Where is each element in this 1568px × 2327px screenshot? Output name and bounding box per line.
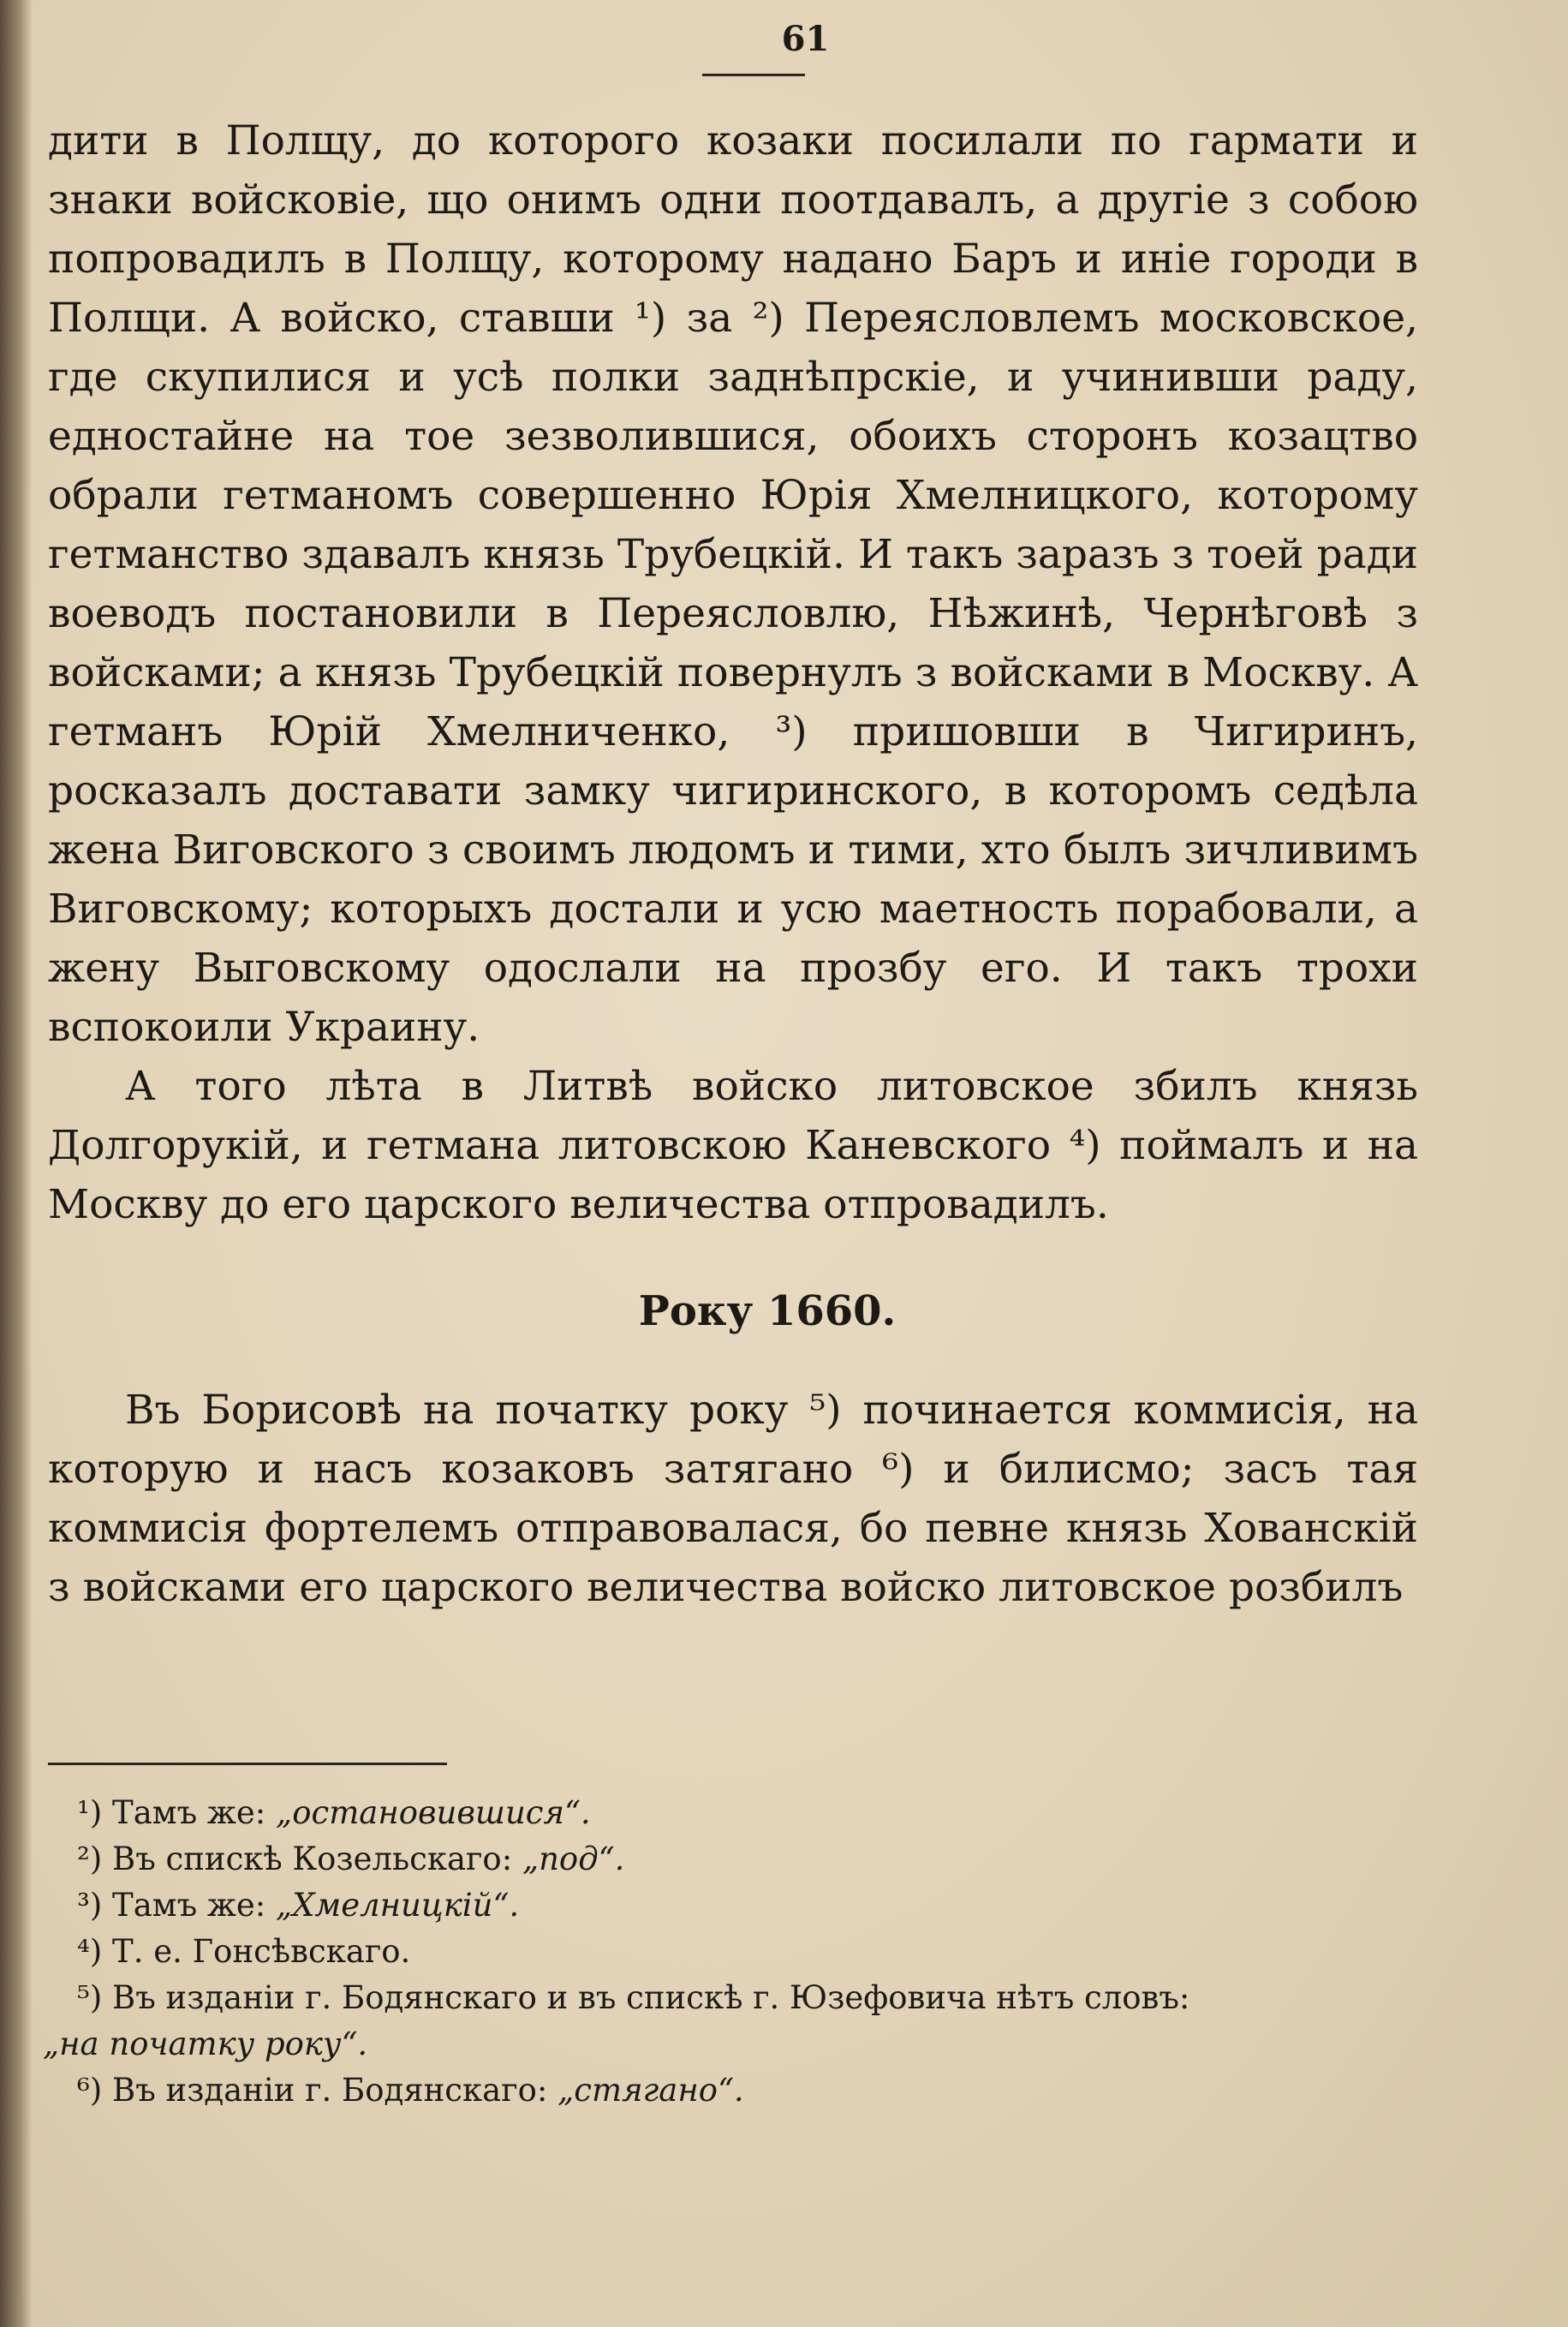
- footnote-quote: „под“.: [522, 1841, 625, 1877]
- footnote-text: Тамъ же:: [112, 1794, 266, 1831]
- footnote-quote: „стягано“.: [557, 2072, 744, 2109]
- footnote-quote: „Хмелницкій“.: [276, 1887, 520, 1924]
- year-heading: Року 1660.: [638, 1287, 897, 1335]
- footnote-quote: „на початку року“.: [43, 2026, 368, 2062]
- footnote-mark: ²): [77, 1841, 103, 1877]
- page-number: 61: [781, 19, 830, 59]
- footnote-quote: „остановившися“.: [276, 1794, 591, 1831]
- paragraph-3: Въ Борисовѣ на початку року ⁵) починается коммисія, на которую и насъ козаковъ затягано ⁶) и билисмо; засъ тая коммисія фортелемъ отправовалася, бо певне князь Хованскій з войсками его царского величества войско литовское розбилъ: [48, 1387, 1418, 1611]
- footnote-mark: ¹): [77, 1794, 103, 1831]
- footnote-text: Т. е. Гонсѣвскаго.: [112, 1933, 411, 1970]
- footnote-mark: ³): [77, 1887, 103, 1924]
- footnote-text: Въ изданіи г. Бодянскаго и въ спискѣ г. Юзефовича нѣтъ словъ:: [112, 1979, 1190, 2016]
- footnote-mark: ⁵): [77, 1979, 103, 2016]
- footnote-4: [77, 1929, 1430, 1975]
- footnote-mark: ⁴): [77, 1933, 103, 1970]
- footnote-6: [77, 2067, 1430, 2114]
- main-text: [48, 111, 1418, 1617]
- footnote-1: [77, 1790, 1430, 1836]
- paragraph-1: дити в Полщу, до которого козаки посилали по гармати и знаки войсковіе, що онимъ одни поотдавалъ, а другіе з собою попровадилъ в Полщу, которому надано Баръ и иніе городи в Полщи. А войско, ставши ¹) за ²) Переясловлемъ московское, где скупилися и усѣ полки заднѣпрскіе, и учинивши раду, едностайне на тое зезволившися, обоихъ сторонъ козацтво обрали гетманомъ совершенно Юрія Хмелницкого, которому гетманство здавалъ князь Трубецкій. И такъ заразъ з тоей ради воеводъ постановили в Переясловлю, Нѣжинѣ, Чернѣговѣ з войсками; а князь Трубецкій повернулъ з войсками в Москву. А гетманъ Юрій Хмелниченко, ³) пришовши в Чигиринъ, росказалъ доставати замку чигиринского, в которомъ седѣла жена Виговского з своимъ людомъ и тими, хто былъ зичливимъ Виговскому; которыхъ достали и усю маетность порабовали, а жену Выговскому одослали на прозбу его. И такъ трохи вспокоили Украину.: [48, 117, 1418, 1051]
- footnote-2: [77, 1836, 1430, 1882]
- footnote-text: Въ спискѣ Козельскаго:: [112, 1841, 513, 1877]
- footnote-divider: [48, 1763, 447, 1765]
- footnotes: [43, 1790, 1430, 2114]
- footnote-mark: ⁶): [77, 2072, 103, 2109]
- footnote-3: [77, 1882, 1430, 1929]
- footnote-5: [43, 1975, 1430, 2067]
- page-number-underline: [702, 74, 805, 76]
- paragraph-2: А того лѣта в Литвѣ войско литовское збилъ князь Долгорукій, и гетмана литовскою Каневского ⁴) поймалъ и на Москву до его царского величества отпровадилъ.: [48, 1063, 1418, 1228]
- footnote-text: Тамъ же:: [112, 1887, 266, 1924]
- footnote-text: Въ изданіи г. Бодянскаго:: [112, 2072, 548, 2109]
